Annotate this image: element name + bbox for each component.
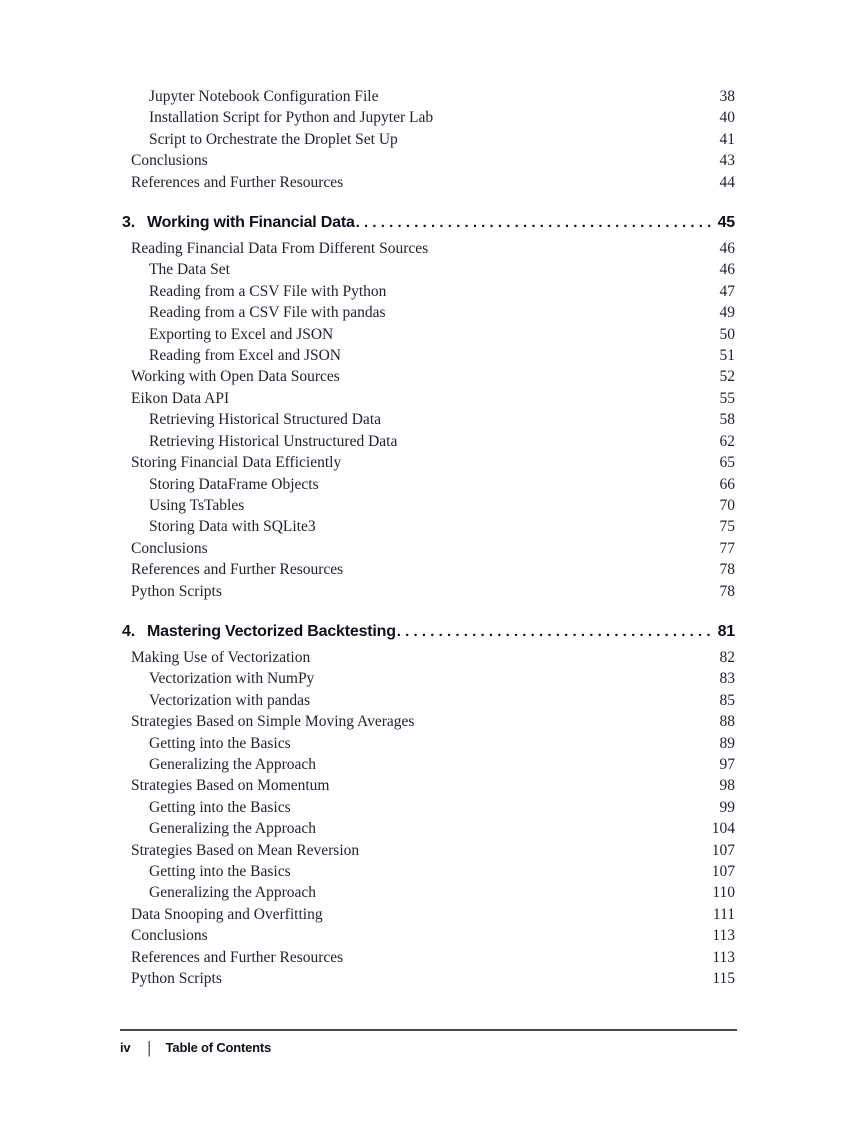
dot-leader	[397, 620, 712, 644]
entry-page-number: 70	[719, 496, 735, 514]
entry-page-number: 78	[719, 561, 735, 579]
toc-entry	[122, 259, 735, 280]
toc-entry	[122, 86, 735, 107]
toc-entry	[122, 581, 735, 602]
toc-entry	[122, 925, 735, 946]
entry-page-number: 113	[712, 948, 735, 966]
toc-entry	[122, 904, 735, 925]
entry-title: Using TsTables	[149, 496, 245, 514]
entry-page-number: 99	[719, 798, 735, 816]
entry-title: Python Scripts	[131, 582, 222, 600]
entry-title: Generalizing the Approach	[149, 884, 316, 902]
entry-page-number: 75	[719, 518, 735, 536]
entry-page-number: 107	[711, 863, 735, 880]
toc-chapter-heading	[122, 620, 735, 644]
entry-title: Storing Data with SQLite3	[149, 518, 316, 536]
entry-title: Strategies Based on Momentum	[131, 777, 330, 795]
entry-title: Jupyter Notebook Configuration File	[149, 88, 379, 105]
toc-entry	[122, 797, 735, 818]
entry-page-number: 111	[712, 905, 735, 923]
footer-meta	[120, 1040, 737, 1055]
entry-page-number: 49	[719, 304, 735, 322]
toc-entry	[122, 840, 735, 861]
footer-label: Table of Contents	[165, 1040, 272, 1055]
entry-title: Conclusions	[131, 539, 208, 557]
page-footer	[120, 1029, 737, 1055]
toc-entry	[122, 324, 735, 345]
entry-title: Conclusions	[131, 927, 208, 945]
entry-title: Storing Financial Data Efficiently	[131, 454, 342, 472]
entry-page-number: 78	[719, 582, 735, 600]
entry-title: Getting into the Basics	[149, 798, 291, 816]
entry-title: Script to Orchestrate the Droplet Set Up	[149, 130, 398, 148]
entry-title: Reading Financial Data From Different Sources	[131, 240, 429, 258]
toc-entry	[122, 388, 735, 409]
toc-entry	[122, 345, 735, 366]
entry-title: The Data Set	[149, 261, 230, 279]
toc-entry	[122, 947, 735, 968]
entry-title: Retrieving Historical Unstructured Data	[149, 432, 398, 450]
toc-entry	[122, 474, 735, 495]
entry-title: Exporting to Excel and JSON	[149, 325, 334, 343]
toc-entry	[122, 775, 735, 796]
entry-page-number: 51	[719, 347, 735, 365]
entry-title: Generalizing the Approach	[149, 755, 316, 773]
entry-page-number: 107	[711, 841, 735, 859]
entry-page-number: 46	[719, 261, 735, 279]
entry-title: Retrieving Historical Structured Data	[149, 411, 382, 429]
toc-entry	[122, 129, 735, 150]
toc-entry	[122, 431, 735, 452]
toc-entry	[122, 516, 735, 537]
toc-entry	[122, 150, 735, 171]
toc-chapter-heading	[122, 211, 735, 235]
toc-entry	[122, 647, 735, 668]
entry-page-number: 46	[719, 240, 735, 258]
entry-title: Data Snooping and Overfitting	[131, 905, 323, 923]
entry-title: Vectorization with pandas	[149, 691, 310, 709]
entry-title: Storing DataFrame Objects	[149, 475, 319, 493]
entry-title: References and Further Resources	[131, 561, 344, 579]
chapter-title: Working with Financial Data	[147, 214, 355, 232]
entry-page-number: 52	[719, 368, 735, 386]
chapter-number: 4.	[122, 622, 135, 640]
entry-page-number: 104	[711, 820, 735, 838]
entry-title: Working with Open Data Sources	[131, 368, 340, 386]
entry-page-number: 40	[719, 109, 735, 127]
toc-entry	[122, 968, 735, 989]
entry-title: Reading from a CSV File with pandas	[149, 304, 386, 322]
entry-page-number: 110	[712, 884, 735, 902]
chapter-title: Mastering Vectorized Backtesting	[147, 622, 396, 640]
entry-title: Reading from Excel and JSON	[149, 347, 341, 365]
entry-page-number: 65	[719, 454, 735, 472]
entry-title: Installation Script for Python and Jupyter Lab	[149, 109, 434, 127]
toc-entry	[122, 281, 735, 302]
entry-page-number: 77	[719, 539, 735, 557]
toc-entry	[122, 559, 735, 580]
toc-entry	[122, 172, 735, 193]
entry-title: Generalizing the Approach	[149, 820, 316, 838]
entry-page-number: 62	[719, 432, 735, 450]
entry-page-number: 55	[719, 389, 735, 407]
entry-title: Python Scripts	[131, 970, 222, 988]
footer-rule	[120, 1029, 737, 1031]
entry-title: Reading from a CSV File with Python	[149, 282, 387, 300]
toc-entry	[122, 690, 735, 711]
entry-page-number: 47	[719, 282, 735, 300]
entry-title: Getting into the Basics	[149, 734, 291, 752]
entry-page-number: 113	[712, 927, 735, 945]
toc-entry	[122, 452, 735, 473]
entry-page-number: 66	[719, 475, 735, 493]
entry-page-number: 44	[719, 173, 735, 191]
chapter-page-number: 81	[717, 622, 735, 640]
entry-page-number: 43	[719, 152, 735, 170]
entry-title: Eikon Data API	[131, 389, 230, 407]
entry-page-number: 88	[719, 713, 735, 731]
entry-title: Getting into the Basics	[149, 863, 291, 880]
chapter-page-number: 45	[717, 214, 735, 232]
toc-chapter-group	[122, 211, 735, 602]
dot-leader	[356, 211, 712, 235]
toc-entry	[122, 861, 735, 882]
toc-entry	[122, 107, 735, 128]
footer-separator: |	[147, 1038, 151, 1057]
footer-page-number: iv	[120, 1040, 131, 1055]
toc-entry	[122, 711, 735, 732]
toc-entry	[122, 668, 735, 689]
entry-title: Strategies Based on Simple Moving Averages	[131, 713, 415, 731]
entry-page-number: 115	[712, 970, 735, 988]
toc-continuation-group	[122, 86, 735, 193]
entry-page-number: 50	[719, 325, 735, 343]
entry-title: Strategies Based on Mean Reversion	[131, 841, 360, 859]
toc-entry	[122, 754, 735, 775]
entry-title: Vectorization with NumPy	[149, 670, 315, 688]
toc-chapter-group	[122, 620, 735, 990]
entry-title: Conclusions	[131, 152, 208, 170]
toc-entry	[122, 495, 735, 516]
toc-entry	[122, 882, 735, 903]
entry-title: Making Use of Vectorization	[131, 648, 311, 666]
toc-entry	[122, 238, 735, 259]
entry-page-number: 83	[719, 670, 735, 688]
entry-title: References and Further Resources	[131, 173, 344, 191]
chapter-number: 3.	[122, 214, 135, 232]
toc-entry	[122, 733, 735, 754]
entry-page-number: 98	[719, 777, 735, 795]
entry-title: References and Further Resources	[131, 948, 344, 966]
entry-page-number: 38	[719, 88, 735, 105]
toc-entry	[122, 409, 735, 430]
toc-entry	[122, 538, 735, 559]
entry-page-number: 82	[719, 648, 735, 666]
entry-page-number: 58	[719, 411, 735, 429]
entry-page-number: 89	[719, 734, 735, 752]
entry-page-number: 97	[719, 755, 735, 773]
toc-entry	[122, 818, 735, 839]
entry-page-number: 41	[719, 130, 735, 148]
toc-entry	[122, 302, 735, 323]
toc-entry	[122, 366, 735, 387]
entry-page-number: 85	[719, 691, 735, 709]
